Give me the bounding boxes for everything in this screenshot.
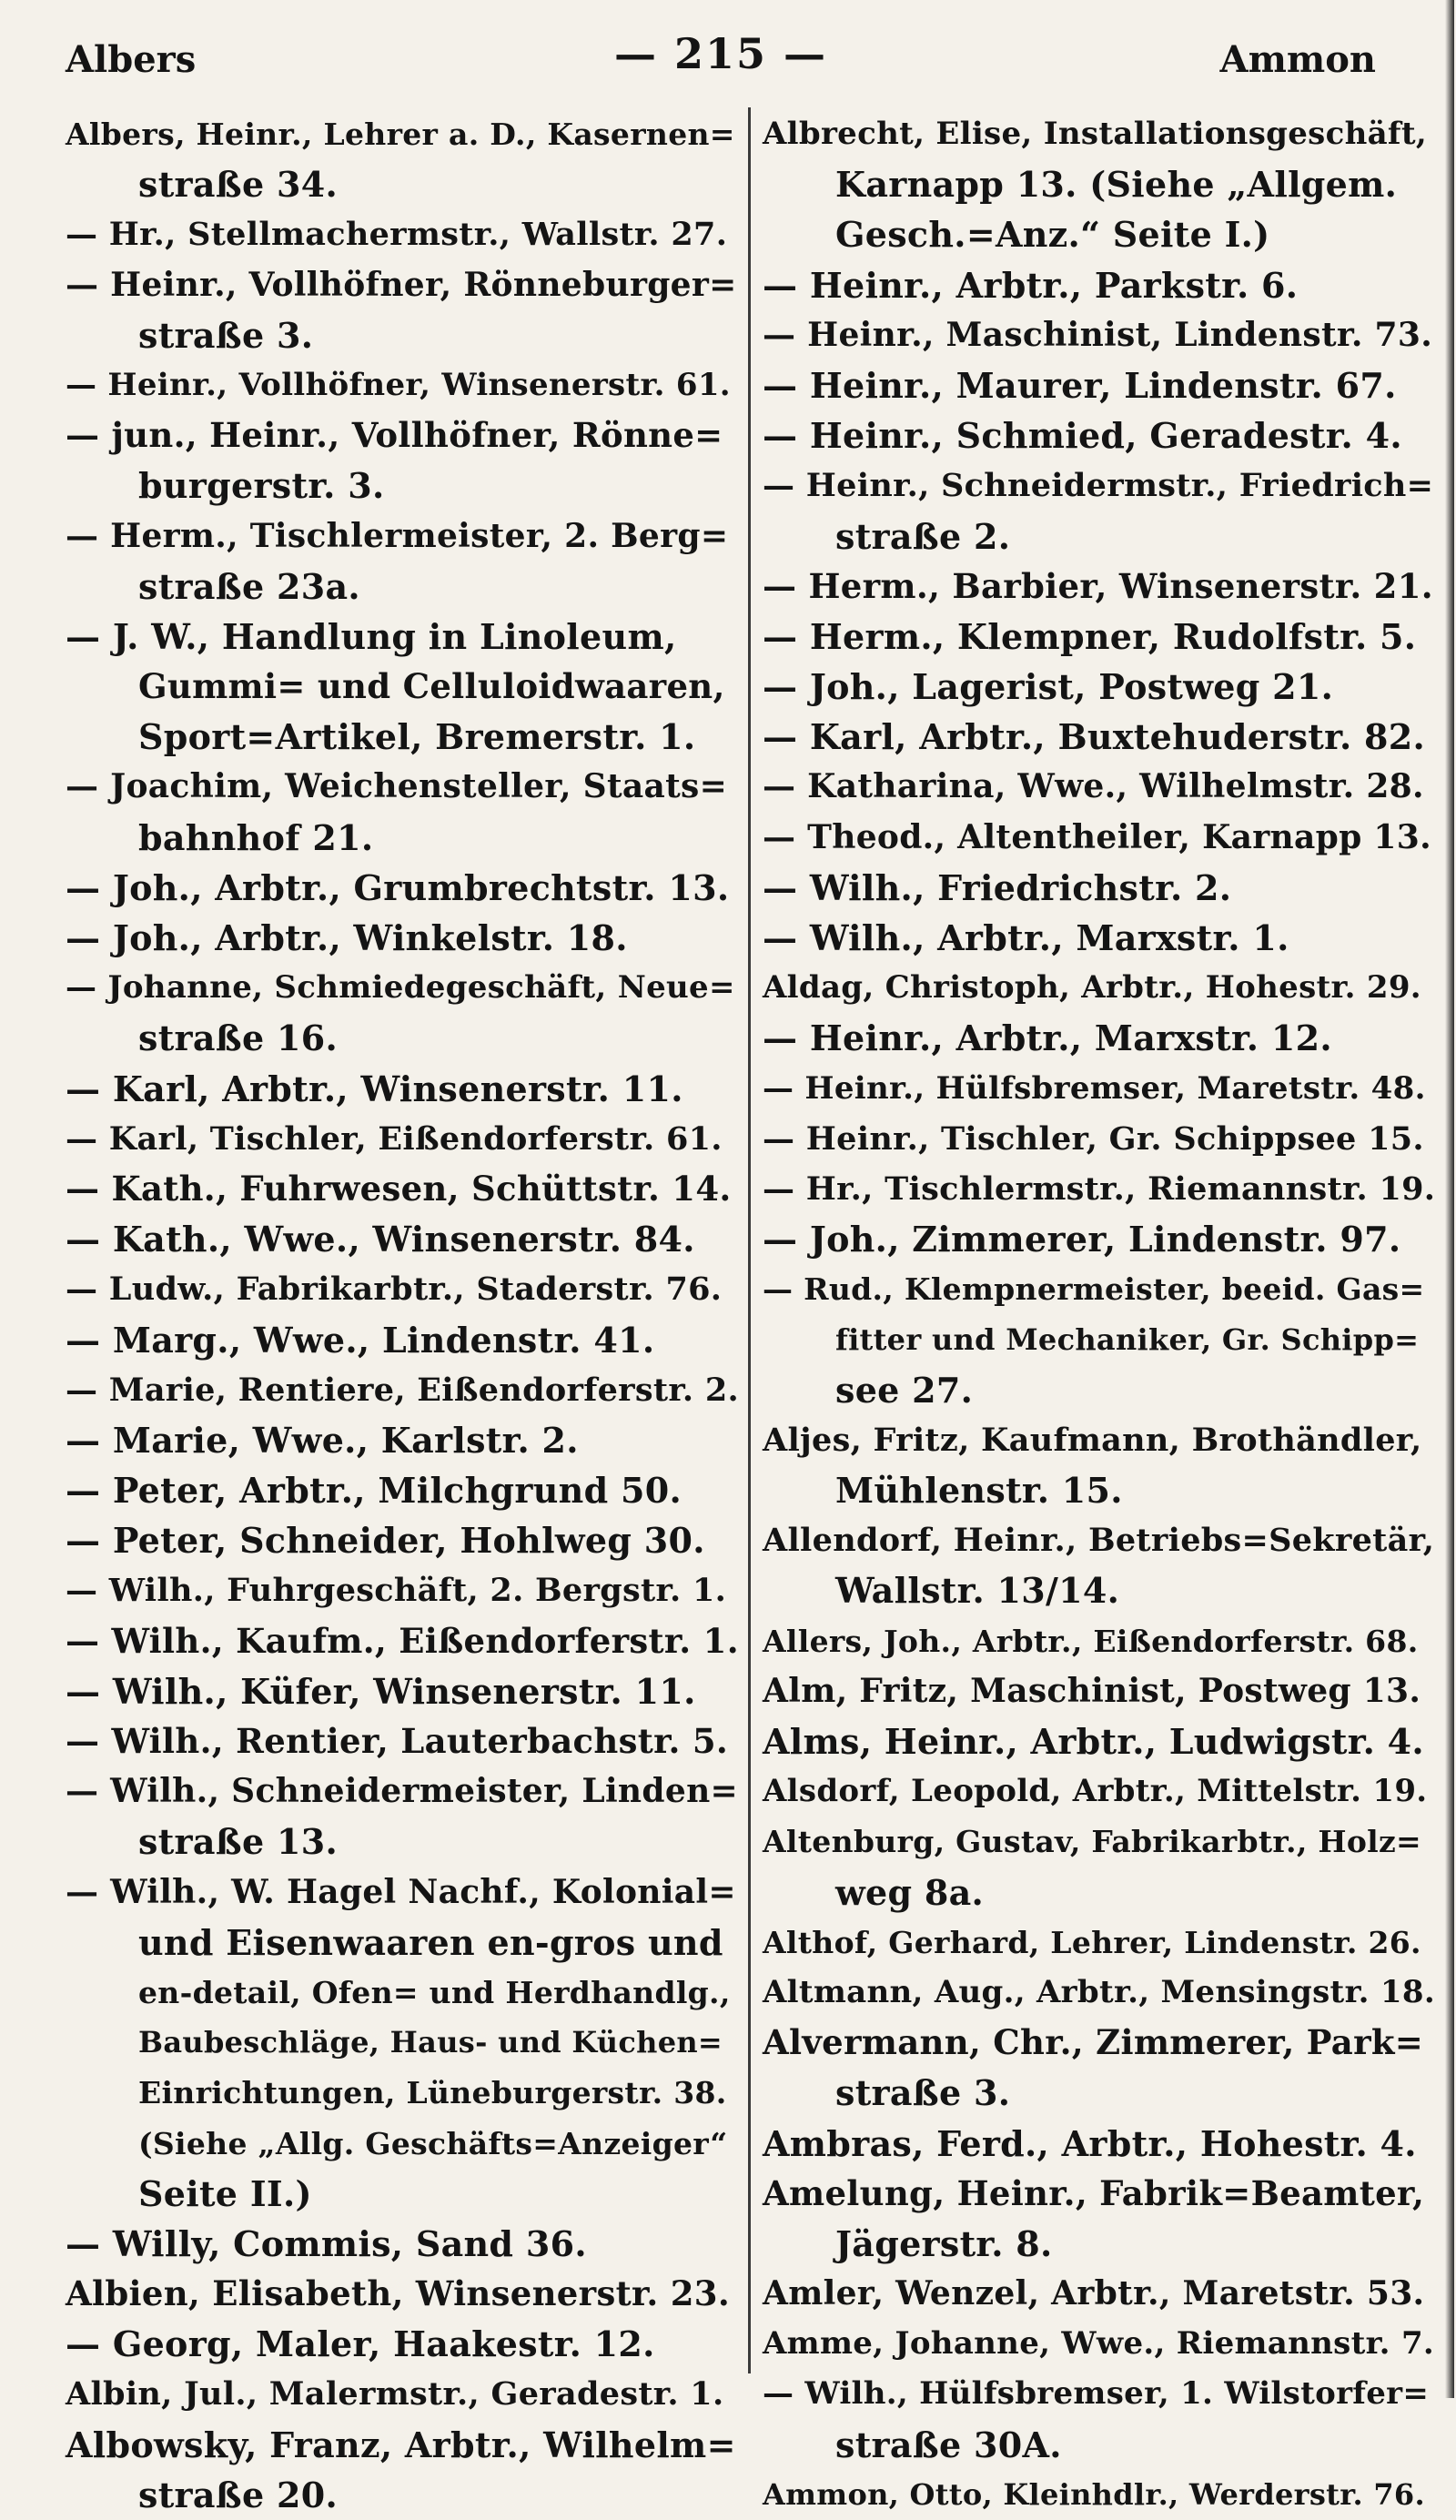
directory-entry-line: Karnapp 13. (Siehe „Allgem. bbox=[835, 164, 1398, 206]
directory-entry-line: — Marie, Wwe., Karlstr. 2. bbox=[66, 1419, 579, 1461]
directory-entry-line: weg 8a. bbox=[835, 1871, 985, 1913]
directory-entry-line: — Herm., Klempner, Rudolfstr. 5. bbox=[763, 615, 1417, 657]
directory-entry-line: Allers, Joh., Arbtr., Eißendorferstr. 68. bbox=[763, 1623, 1419, 1659]
directory-entry-line: Gesch.=Anz.“ Seite I.) bbox=[835, 214, 1270, 256]
directory-entry-line: Altmann, Aug., Arbtr., Mensingstr. 18. bbox=[763, 1973, 1435, 2010]
directory-entry-line: Amme, Johanne, Wwe., Riemannstr. 7. bbox=[763, 2325, 1435, 2363]
directory-entry-line: — Wilh., Hülfsbremser, 1. Wilstorfer= bbox=[763, 2375, 1430, 2413]
directory-entry-line: — Ludw., Fabrikarbtr., Staderstr. 76. bbox=[66, 1270, 723, 1309]
directory-entry-line: fitter und Mechaniker, Gr. Schipp= bbox=[835, 1321, 1420, 1357]
directory-entry-line: straße 23a. bbox=[138, 565, 360, 607]
directory-entry-line: Mühlenstr. 15. bbox=[835, 1470, 1123, 1512]
directory-entry-line: see 27. bbox=[835, 1369, 974, 1411]
directory-entry-line: straße 16. bbox=[138, 1017, 338, 1059]
directory-entry-line: — Heinr., Hülfsbremser, Maretstr. 48. bbox=[763, 1069, 1426, 1107]
directory-entry-line: straße 34. bbox=[138, 164, 338, 206]
directory-entry-line: — J. W., Handlung in Linoleum, bbox=[66, 615, 677, 657]
left-column bbox=[66, 109, 739, 2515]
header-first-entry: Albers bbox=[66, 38, 197, 81]
directory-entry-line: Alsdorf, Leopold, Arbtr., Mittelstr. 19. bbox=[763, 1773, 1428, 1810]
directory-entry-line: Alms, Heinr., Arbtr., Ludwigstr. 4. bbox=[763, 1721, 1424, 1762]
directory-entry-line: Albers, Heinr., Lehrer a. D., Kasernen= bbox=[66, 116, 735, 152]
directory-entry-line: — Wilh., Kaufm., Eißendorferstr. 1. bbox=[66, 1620, 739, 1661]
directory-entry-line: — Heinr., Vollhöfner, Rönneburger= bbox=[66, 265, 737, 304]
directory-entry-line: Albowsky, Franz, Arbtr., Wilhelm= bbox=[66, 2424, 736, 2465]
directory-entry-line: — Heinr., Maschinist, Lindenstr. 73. bbox=[763, 315, 1433, 354]
directory-entry-line: — Katharina, Wwe., Wilhelmstr. 28. bbox=[763, 767, 1424, 806]
directory-entry-line: — Marie, Rentiere, Eißendorferstr. 2. bbox=[66, 1371, 739, 1409]
directory-entry-line: Allendorf, Heinr., Betriebs=Sekretär, bbox=[763, 1522, 1435, 1560]
directory-entry-line: — Heinr., Schneidermstr., Friedrich= bbox=[763, 467, 1434, 505]
directory-entry-line: — Wilh., Fuhrgeschäft, 2. Bergstr. 1. bbox=[66, 1572, 727, 1610]
directory-entry-line: Gummi= und Celluloidwaaren, bbox=[138, 666, 725, 707]
directory-entry-line: — Heinr., Arbtr., Parkstr. 6. bbox=[763, 264, 1299, 306]
directory-entry-line: — Marg., Wwe., Lindenstr. 41. bbox=[66, 1319, 655, 1361]
directory-entry-line: Alvermann, Chr., Zimmerer, Park= bbox=[763, 2022, 1424, 2063]
directory-entry-line: — Georg, Maler, Haakestr. 12. bbox=[66, 2323, 655, 2365]
directory-entry-line: — Herm., Barbier, Winsenerstr. 21. bbox=[763, 565, 1433, 606]
directory-entry-line: straße 30A. bbox=[835, 2424, 1062, 2465]
directory-entry-line: — Karl, Arbtr., Winsenerstr. 11. bbox=[66, 1068, 683, 1109]
directory-entry-line: — Joh., Arbtr., Grumbrechtstr. 13. bbox=[66, 866, 730, 908]
directory-entry-line: Ambras, Ferd., Arbtr., Hohestr. 4. bbox=[763, 2122, 1417, 2164]
page-edge-shadow bbox=[1445, 0, 1454, 2398]
directory-entry-line: — Wilh., Friedrichstr. 2. bbox=[763, 866, 1232, 908]
directory-entry-line: Aljes, Fritz, Kaufmann, Brothändler, bbox=[763, 1421, 1422, 1459]
directory-entry-line: straße 3. bbox=[835, 2072, 1011, 2114]
column-divider bbox=[748, 107, 751, 2373]
directory-entry-line: Wallstr. 13/14. bbox=[835, 1570, 1120, 1612]
directory-entry-line: — Peter, Schneider, Hohlweg 30. bbox=[66, 1520, 705, 1562]
directory-entry-line: — Joachim, Weichensteller, Staats= bbox=[66, 767, 728, 806]
directory-entry-line: — Karl, Arbtr., Buxtehuderstr. 82. bbox=[763, 716, 1426, 758]
directory-entry-line: — Wilh., Küfer, Winsenerstr. 11. bbox=[66, 1670, 696, 1712]
directory-entry-line: — Herm., Tischlermeister, 2. Berg= bbox=[66, 516, 729, 555]
directory-entry-line: — Wilh., Rentier, Lauterbachstr. 5. bbox=[66, 1721, 729, 1761]
directory-entry-line: Albin, Jul., Malermstr., Geradestr. 1. bbox=[66, 2375, 724, 2414]
directory-entry-line: straße 3. bbox=[138, 314, 314, 356]
directory-entry-line: Albien, Elisabeth, Winsenerstr. 23. bbox=[66, 2273, 730, 2314]
directory-entry-line: — Heinr., Vollhöfner, Winsenerstr. 61. bbox=[66, 366, 731, 403]
directory-entry-line: Alm, Fritz, Maschinist, Postweg 13. bbox=[763, 1671, 1421, 1710]
directory-entry-line: — Hr., Stellmachermstr., Wallstr. 27. bbox=[66, 216, 728, 254]
directory-entry-line: straße 2. bbox=[835, 515, 1011, 557]
directory-entry-line: Amelung, Heinr., Fabrik=Beamter, bbox=[763, 2172, 1425, 2213]
directory-entry-line: — Wilh., Schneidermeister, Linden= bbox=[66, 1772, 739, 1811]
directory-entry-line: — Willy, Commis, Sand 36. bbox=[66, 2222, 587, 2264]
header-last-entry: Ammon bbox=[1219, 38, 1376, 81]
directory-entry-line: — Joh., Arbtr., Winkelstr. 18. bbox=[66, 917, 628, 958]
directory-entry-line: Althof, Gerhard, Lehrer, Lindenstr. 26. bbox=[763, 1924, 1421, 1960]
directory-entry-line: Jägerstr. 8. bbox=[835, 2222, 1053, 2264]
directory-entry-line: — Wilh., W. Hagel Nachf., Kolonial= bbox=[66, 1872, 736, 1911]
directory-entry-line: Altenburg, Gustav, Fabrikarbtr., Holz= bbox=[763, 1824, 1422, 1860]
directory-entry-line: und Eisenwaaren en-gros und bbox=[138, 1921, 723, 1963]
directory-entry-line: — jun., Heinr., Vollhöfner, Rönne= bbox=[66, 415, 723, 456]
right-column bbox=[763, 109, 1436, 2512]
directory-entry-line: — Kath., Fuhrwesen, Schüttstr. 14. bbox=[66, 1168, 732, 1209]
directory-entry-line: — Heinr., Maurer, Lindenstr. 67. bbox=[763, 364, 1397, 406]
directory-entry-line: Albrecht, Elise, Installationsgeschäft, bbox=[763, 116, 1427, 152]
directory-entry-line: Aldag, Christoph, Arbtr., Hohestr. 29. bbox=[763, 969, 1421, 1007]
directory-entry-line: — Kath., Wwe., Winsenerstr. 84. bbox=[66, 1219, 695, 1260]
directory-entry-line: — Theod., Altentheiler, Karnapp 13. bbox=[763, 817, 1431, 856]
directory-entry-line: Amler, Wenzel, Arbtr., Maretstr. 53. bbox=[763, 2274, 1425, 2313]
directory-entry-line: Seite II.) bbox=[138, 2172, 312, 2214]
directory-entry-line: straße 13. bbox=[138, 1821, 338, 1863]
directory-entry-line: Einrichtungen, Lüneburgerstr. 38. bbox=[138, 2075, 727, 2111]
directory-entry-line: — Joh., Lagerist, Postweg 21. bbox=[763, 666, 1334, 708]
directory-entry-line: — Rud., Klempnermeister, beeid. Gas= bbox=[763, 1271, 1425, 1308]
directory-entry-line: — Peter, Arbtr., Milchgrund 50. bbox=[66, 1470, 682, 1512]
directory-entry-line: Baubeschläge, Haus- und Küchen= bbox=[138, 2025, 723, 2060]
directory-entry-line: Ammon, Otto, Kleinhdlr., Werderstr. 76. bbox=[763, 2476, 1425, 2512]
directory-entry-line: — Karl, Tischler, Eißendorferstr. 61. bbox=[66, 1119, 723, 1158]
directory-entry-line: — Joh., Zimmerer, Lindenstr. 97. bbox=[763, 1219, 1401, 1260]
directory-entry-line: (Siehe „Allg. Geschäfts=Anzeiger“ bbox=[138, 2125, 728, 2161]
directory-entry-line: bahnhof 21. bbox=[138, 816, 374, 858]
directory-entry-line: en-detail, Ofen= und Herdhandlg., bbox=[138, 1974, 731, 2010]
directory-entry-line: straße 20. bbox=[138, 2474, 338, 2515]
directory-entry-line: burgerstr. 3. bbox=[138, 465, 385, 507]
directory-entry-line: — Johanne, Schmiedegeschäft, Neue= bbox=[66, 969, 735, 1007]
directory-entry-line: — Hr., Tischlermstr., Riemannstr. 19. bbox=[763, 1169, 1436, 1208]
directory-entry-line: — Heinr., Arbtr., Marxstr. 12. bbox=[763, 1017, 1332, 1059]
directory-entry-line: Sport=Artikel, Bremerstr. 1. bbox=[138, 716, 696, 758]
directory-entry-line: — Heinr., Tischler, Gr. Schippsee 15. bbox=[763, 1119, 1424, 1158]
page-header bbox=[66, 22, 1376, 86]
directory-entry-line: — Wilh., Arbtr., Marxstr. 1. bbox=[763, 917, 1289, 958]
page-number: — 215 — bbox=[613, 29, 828, 78]
directory-entry-line: — Heinr., Schmied, Geradestr. 4. bbox=[763, 415, 1402, 457]
